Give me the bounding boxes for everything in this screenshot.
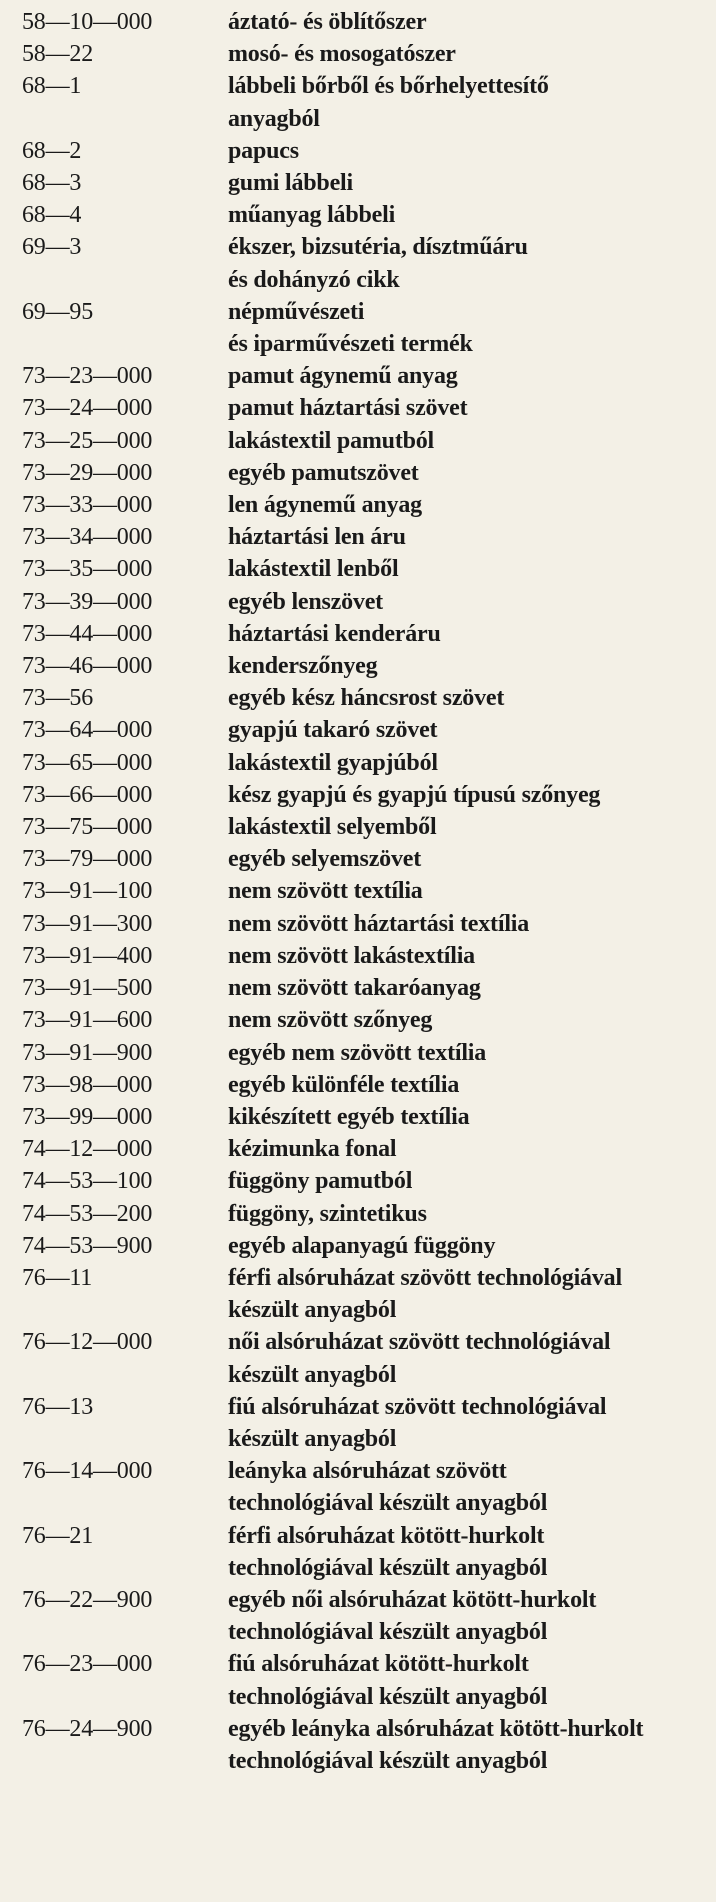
list-item bbox=[22, 1262, 706, 1326]
description-line: készült anyagból bbox=[228, 1425, 397, 1452]
description-line: egyéb selyemszövet bbox=[228, 846, 421, 873]
description-line: egyéb alapanyagú függöny bbox=[228, 1232, 496, 1259]
code-entries bbox=[22, 6, 706, 1777]
description-line: női alsóruházat szövött technológiával bbox=[228, 1329, 611, 1356]
item-code: 76—13 bbox=[22, 1393, 94, 1420]
description-line: kikészített egyéb textília bbox=[228, 1103, 470, 1130]
item-code: 73—23—000 bbox=[22, 363, 153, 390]
item-code: 73—91—300 bbox=[22, 910, 153, 937]
description-line: lakástextil lenből bbox=[228, 556, 399, 583]
item-code: 74—53—100 bbox=[22, 1168, 153, 1195]
item-description bbox=[228, 296, 706, 360]
description-line: technológiával készült anyagból bbox=[228, 1747, 548, 1774]
list-item bbox=[22, 1230, 706, 1262]
description-line: technológiával készült anyagból bbox=[228, 1619, 548, 1646]
list-item bbox=[22, 843, 706, 875]
item-description bbox=[228, 392, 706, 424]
description-line: és iparművészeti termék bbox=[228, 331, 473, 358]
item-description bbox=[228, 650, 706, 682]
description-line: lakástextil pamutból bbox=[228, 427, 435, 454]
item-description bbox=[228, 1198, 706, 1230]
item-code: 68—3 bbox=[22, 170, 82, 197]
item-description bbox=[228, 360, 706, 392]
list-item bbox=[22, 1004, 706, 1036]
item-code: 74—53—200 bbox=[22, 1200, 153, 1227]
item-description bbox=[228, 1004, 706, 1036]
description-line: háztartási kenderáru bbox=[228, 620, 441, 647]
list-item bbox=[22, 650, 706, 682]
item-code: 73—24—000 bbox=[22, 395, 153, 422]
item-description bbox=[228, 972, 706, 1004]
list-item bbox=[22, 38, 706, 70]
description-line: gyapjú takaró szövet bbox=[228, 717, 438, 744]
description-line: műanyag lábbeli bbox=[228, 202, 396, 229]
item-description bbox=[228, 425, 706, 457]
description-line: kész gyapjú és gyapjú típusú szőnyeg bbox=[228, 781, 601, 808]
list-item bbox=[22, 1198, 706, 1230]
item-code: 76—21 bbox=[22, 1522, 94, 1549]
item-description bbox=[228, 1455, 706, 1519]
item-description bbox=[228, 714, 706, 746]
description-line: nem szövött textília bbox=[228, 878, 423, 905]
item-description bbox=[228, 843, 706, 875]
description-line: gumi lábbeli bbox=[228, 170, 353, 197]
item-code: 74—12—000 bbox=[22, 1136, 153, 1163]
list-item bbox=[22, 875, 706, 907]
item-description bbox=[228, 940, 706, 972]
list-item bbox=[22, 392, 706, 424]
list-item bbox=[22, 1133, 706, 1165]
item-code: 73—56 bbox=[22, 685, 94, 712]
description-line: készült anyagból bbox=[228, 1297, 397, 1324]
list-item bbox=[22, 521, 706, 553]
description-line: anyagból bbox=[228, 105, 320, 132]
item-description bbox=[228, 553, 706, 585]
description-line: függöny, szintetikus bbox=[228, 1200, 427, 1227]
item-code: 68—4 bbox=[22, 202, 82, 229]
list-item bbox=[22, 1713, 706, 1777]
list-item bbox=[22, 70, 706, 134]
item-code: 73—39—000 bbox=[22, 588, 153, 615]
description-line: technológiával készült anyagból bbox=[228, 1554, 548, 1581]
item-code: 73—91—400 bbox=[22, 942, 153, 969]
item-code: 73—99—000 bbox=[22, 1103, 153, 1130]
description-line: ékszer, bizsutéria, dísztműáru bbox=[228, 234, 528, 261]
list-item bbox=[22, 586, 706, 618]
description-line: háztartási len áru bbox=[228, 524, 406, 551]
item-description bbox=[228, 70, 706, 134]
item-description bbox=[228, 875, 706, 907]
item-code: 73—64—000 bbox=[22, 717, 153, 744]
description-line: fiú alsóruházat szövött technológiával bbox=[228, 1393, 607, 1420]
description-line: kenderszőnyeg bbox=[228, 653, 378, 680]
item-description bbox=[228, 457, 706, 489]
item-description bbox=[228, 779, 706, 811]
list-item bbox=[22, 1584, 706, 1648]
item-description bbox=[228, 747, 706, 779]
description-line: nem szövött háztartási textília bbox=[228, 910, 530, 937]
item-code: 69—95 bbox=[22, 298, 94, 325]
list-item bbox=[22, 360, 706, 392]
item-code: 58—10—000 bbox=[22, 9, 153, 35]
item-description bbox=[228, 1037, 706, 1069]
list-item bbox=[22, 747, 706, 779]
item-description bbox=[228, 586, 706, 618]
description-line: pamut ágynemű anyag bbox=[228, 363, 458, 390]
description-line: fiú alsóruházat kötött-hurkolt bbox=[228, 1651, 529, 1678]
list-item bbox=[22, 167, 706, 199]
description-line: egyéb női alsóruházat kötött-hurkolt bbox=[228, 1586, 597, 1613]
list-item bbox=[22, 1455, 706, 1519]
item-code: 73—75—000 bbox=[22, 814, 153, 841]
description-line: nem szövött lakástextília bbox=[228, 942, 475, 969]
item-description bbox=[228, 1520, 706, 1584]
list-item bbox=[22, 489, 706, 521]
list-item bbox=[22, 231, 706, 295]
list-item bbox=[22, 6, 706, 38]
item-description bbox=[228, 521, 706, 553]
list-item bbox=[22, 940, 706, 972]
item-description bbox=[228, 199, 706, 231]
list-item bbox=[22, 1069, 706, 1101]
list-item bbox=[22, 1648, 706, 1712]
list-item bbox=[22, 1391, 706, 1455]
item-code: 69—3 bbox=[22, 234, 82, 261]
item-code: 76—14—000 bbox=[22, 1458, 153, 1485]
item-code: 73—91—900 bbox=[22, 1039, 153, 1066]
item-code: 76—24—900 bbox=[22, 1715, 153, 1742]
description-line: áztató- és öblítőszer bbox=[228, 9, 427, 35]
item-code: 73—91—100 bbox=[22, 878, 153, 905]
description-line: férfi alsóruházat kötött-hurkolt bbox=[228, 1522, 545, 1549]
item-code: 68—2 bbox=[22, 137, 82, 164]
list-item bbox=[22, 618, 706, 650]
description-line: lábbeli bőrből és bőrhelyettesítő bbox=[228, 73, 549, 100]
item-code: 58—22 bbox=[22, 41, 94, 68]
list-item bbox=[22, 682, 706, 714]
item-description bbox=[228, 231, 706, 295]
description-line: készült anyagból bbox=[228, 1361, 397, 1388]
item-code: 73—29—000 bbox=[22, 459, 153, 486]
list-item bbox=[22, 1520, 706, 1584]
item-description bbox=[228, 1584, 706, 1648]
list-item bbox=[22, 779, 706, 811]
item-code: 76—23—000 bbox=[22, 1651, 153, 1678]
item-description bbox=[228, 1262, 706, 1326]
item-description bbox=[228, 1133, 706, 1165]
list-item bbox=[22, 908, 706, 940]
description-line: nem szövött szőnyeg bbox=[228, 1007, 433, 1034]
item-code: 73—46—000 bbox=[22, 653, 153, 680]
list-item bbox=[22, 135, 706, 167]
description-line: leányka alsóruházat szövött bbox=[228, 1458, 507, 1485]
item-code: 73—34—000 bbox=[22, 524, 153, 551]
list-item bbox=[22, 457, 706, 489]
description-line: papucs bbox=[228, 137, 299, 164]
description-line: nem szövött takaróanyag bbox=[228, 975, 481, 1002]
item-code: 76—11 bbox=[22, 1264, 93, 1291]
description-line: függöny pamutból bbox=[228, 1168, 413, 1195]
description-line: egyéb leányka alsóruházat kötött-hurkolt bbox=[228, 1715, 644, 1742]
description-line: egyéb nem szövött textília bbox=[228, 1039, 487, 1066]
item-description bbox=[228, 1165, 706, 1197]
description-line: egyéb pamutszövet bbox=[228, 459, 419, 486]
item-description bbox=[228, 1713, 706, 1777]
description-line: mosó- és mosogatószer bbox=[228, 41, 456, 68]
item-code: 74—53—900 bbox=[22, 1232, 153, 1259]
list-item bbox=[22, 714, 706, 746]
item-description bbox=[228, 811, 706, 843]
description-line: népművészeti bbox=[228, 298, 365, 325]
item-description bbox=[228, 38, 706, 70]
item-description bbox=[228, 1648, 706, 1712]
list-item bbox=[22, 1101, 706, 1133]
list-item bbox=[22, 811, 706, 843]
list-item bbox=[22, 553, 706, 585]
item-code: 73—91—500 bbox=[22, 975, 153, 1002]
item-code: 73—33—000 bbox=[22, 492, 153, 519]
item-code: 73—98—000 bbox=[22, 1071, 153, 1098]
item-code: 76—22—900 bbox=[22, 1586, 153, 1613]
description-line: lakástextil selyemből bbox=[228, 814, 437, 841]
list-item bbox=[22, 1165, 706, 1197]
item-code: 73—91—600 bbox=[22, 1007, 153, 1034]
list-item bbox=[22, 1326, 706, 1390]
item-code: 73—79—000 bbox=[22, 846, 153, 873]
description-line: technológiával készült anyagból bbox=[228, 1683, 548, 1710]
item-code: 73—66—000 bbox=[22, 781, 153, 808]
list-item bbox=[22, 296, 706, 360]
item-code: 73—65—000 bbox=[22, 749, 153, 776]
description-line: egyéb különféle textília bbox=[228, 1071, 460, 1098]
list-item bbox=[22, 972, 706, 1004]
description-line: technológiával készült anyagból bbox=[228, 1490, 548, 1517]
description-line: len ágynemű anyag bbox=[228, 492, 422, 519]
item-code: 76—12—000 bbox=[22, 1329, 153, 1356]
description-line: és dohányzó cikk bbox=[228, 266, 400, 293]
description-line: kézimunka fonal bbox=[228, 1136, 397, 1163]
item-description bbox=[228, 1069, 706, 1101]
item-description bbox=[228, 1326, 706, 1390]
description-line: férfi alsóruházat szövött technológiával bbox=[228, 1264, 622, 1291]
item-description bbox=[228, 1391, 706, 1455]
item-description bbox=[228, 1230, 706, 1262]
list-item bbox=[22, 199, 706, 231]
item-description bbox=[228, 1101, 706, 1133]
item-description bbox=[228, 135, 706, 167]
description-line: egyéb lenszövet bbox=[228, 588, 383, 615]
item-code: 73—44—000 bbox=[22, 620, 153, 647]
item-description bbox=[228, 682, 706, 714]
item-description bbox=[228, 6, 706, 38]
item-description bbox=[228, 908, 706, 940]
item-code: 73—25—000 bbox=[22, 427, 153, 454]
item-description bbox=[228, 489, 706, 521]
item-code: 73—35—000 bbox=[22, 556, 153, 583]
item-description bbox=[228, 618, 706, 650]
item-description bbox=[228, 167, 706, 199]
list-item bbox=[22, 1037, 706, 1069]
description-line: pamut háztartási szövet bbox=[228, 395, 468, 422]
description-line: egyéb kész háncsrost szövet bbox=[228, 685, 505, 712]
description-line: lakástextil gyapjúból bbox=[228, 749, 438, 776]
list-item bbox=[22, 425, 706, 457]
item-code: 68—1 bbox=[22, 73, 82, 100]
